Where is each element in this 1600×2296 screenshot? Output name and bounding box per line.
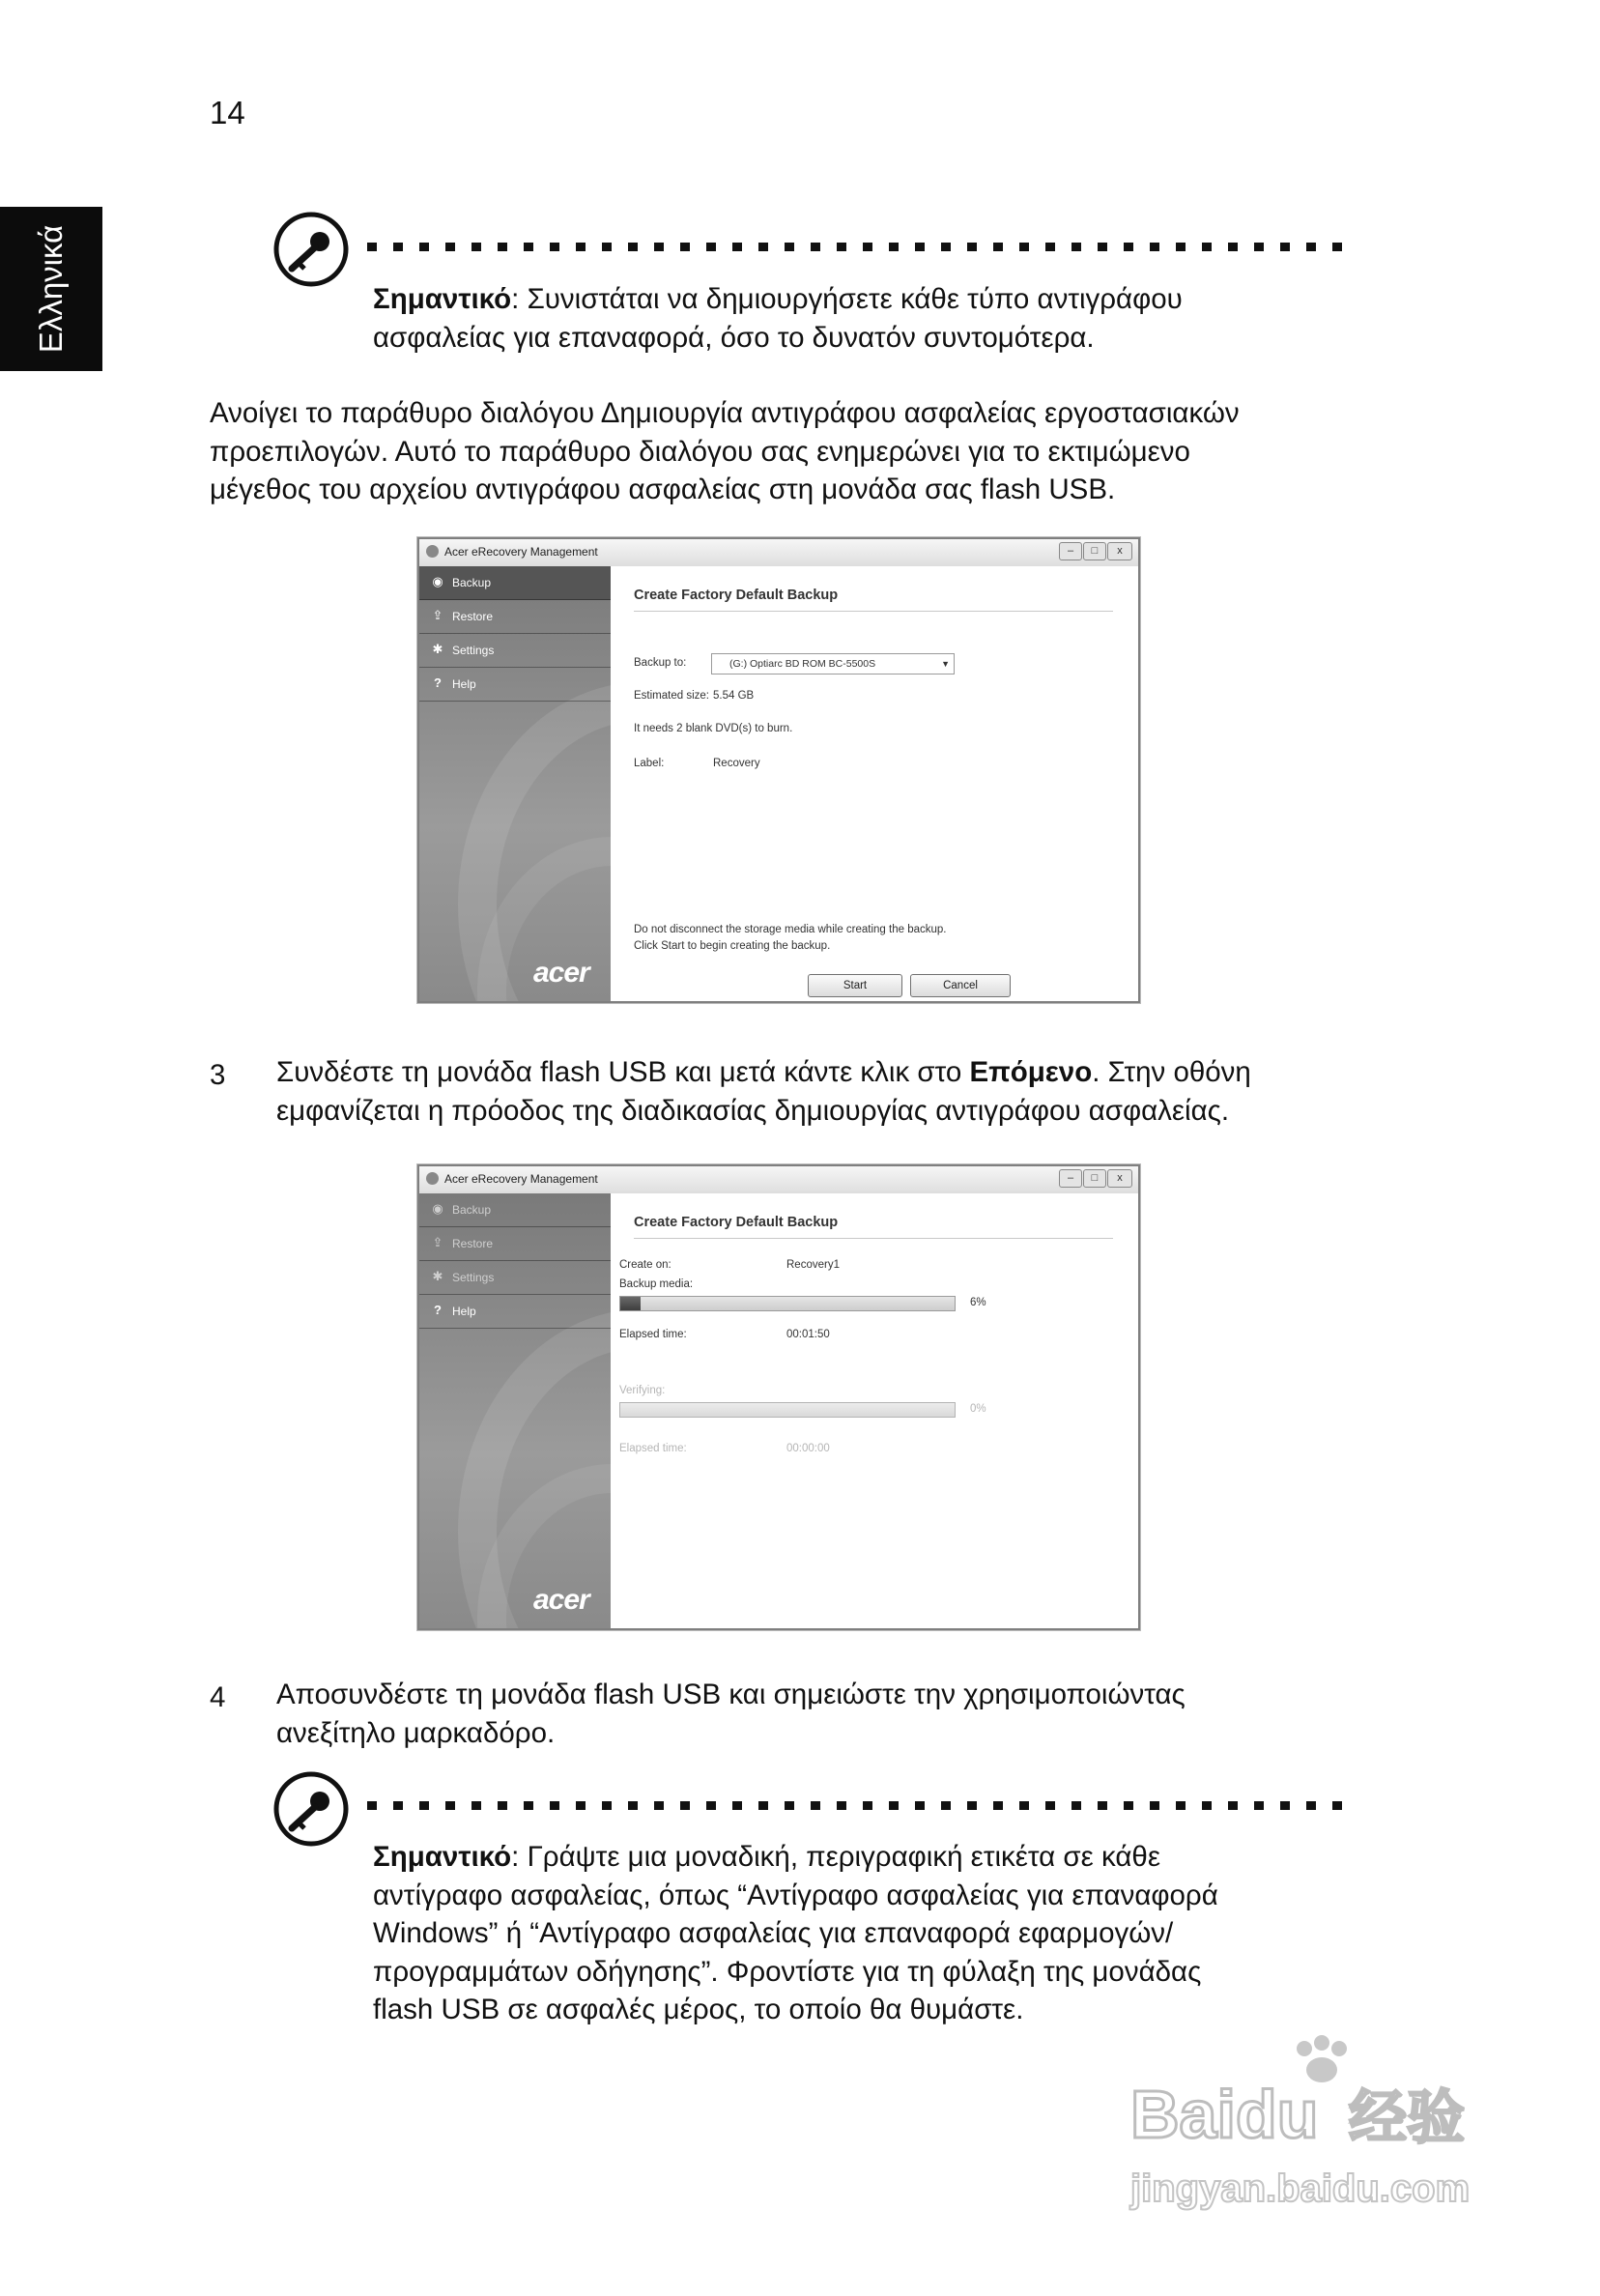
label-field-label: Label:: [634, 758, 665, 769]
restore-icon: ⇪: [432, 608, 443, 622]
minimize-icon[interactable]: –: [1059, 542, 1082, 560]
acer-logo: acer: [533, 1584, 589, 1616]
step-3-number: 3: [210, 1059, 226, 1091]
elapsed-time-value: 00:01:50: [786, 1329, 830, 1340]
key-icon: [272, 1770, 350, 1848]
window-titlebar: [419, 539, 1138, 567]
intro-paragraph: Ανοίγει το παράθυρο διαλόγου Δημιουργία αντιγράφου ασφαλείας εργοστασιακών προεπιλογών. Αυτό το παράθυρο διαλόγου σας ενημερώνει για το εκτιμώμενο μέγεθος του αρχείου αντιγράφου ασφαλείας στη μονάδα σας flash USB.: [210, 397, 1240, 505]
nav-item-restore[interactable]: ⇪ Restore: [419, 600, 611, 634]
warning-text-2: Click Start to begin creating the backup.: [634, 940, 831, 952]
nav-item-help[interactable]: ? Help: [419, 1295, 611, 1329]
help-icon: ?: [434, 675, 442, 690]
disc-icon: ◉: [432, 1201, 443, 1216]
cancel-button[interactable]: Cancel: [910, 974, 1011, 997]
erecovery-window-backup: [417, 537, 1140, 1003]
backup-progress-text: 6%: [970, 1297, 986, 1308]
label-field-value[interactable]: Recovery: [713, 758, 760, 769]
next-button-ref: Επόμενο: [969, 1056, 1093, 1088]
note-2-text: Σημαντικό: Γράψτε μια μοναδική, περιγραφική ετικέτα σε κάθε αντίγραφο ασφαλείας, όπως “Αντίγραφο ασφαλείας για επαναφορά Windows” ή “Αντίγραφο ασφαλείας για επαναφορά εφαρμογών/ προγραμμάτων οδήγησης”. Φροντίστε για τη φύλαξη της μονάδας flash USB σε ασφαλές μέρος, το οποίο θα θυμάστε.: [373, 1841, 1218, 2025]
backup-to-label: Backup to:: [634, 657, 687, 669]
nav-item-help[interactable]: ? Help: [419, 668, 611, 702]
window-title: Acer eRecovery Management: [444, 545, 598, 559]
maximize-icon[interactable]: □: [1083, 542, 1106, 560]
note-divider: [367, 243, 1343, 251]
nav-sidebar: [419, 566, 611, 1001]
window-titlebar: [419, 1166, 1138, 1194]
nav-item-settings: ✱ Settings: [419, 1261, 611, 1295]
watermark-cn: 经验: [1349, 2084, 1465, 2152]
paw-icon: [1297, 2035, 1347, 2082]
verify-progress-text: 0%: [970, 1403, 986, 1415]
nav-item-backup[interactable]: ◉ Backup: [419, 566, 611, 600]
note-2-label: Σημαντικό: [373, 1841, 512, 1873]
estimated-size-value: 5.54 GB: [713, 690, 755, 702]
verify-elapsed-label: Elapsed time:: [619, 1443, 687, 1454]
close-icon[interactable]: x: [1107, 542, 1132, 560]
page-number: 14: [210, 95, 245, 130]
content-panel: [611, 566, 1138, 1001]
nav-item-settings[interactable]: ✱ Settings: [419, 634, 611, 668]
content-panel: [611, 1193, 1138, 1628]
panel-heading: Create Factory Default Backup: [634, 1215, 839, 1230]
note-1-label: Σημαντικό: [373, 283, 512, 315]
gear-icon: ✱: [432, 642, 443, 656]
language-side-tab: [0, 207, 102, 371]
start-button[interactable]: Start: [808, 974, 902, 997]
nav-sidebar: [419, 1193, 611, 1628]
language-label: Ελληνικά: [33, 224, 69, 354]
verify-elapsed-value: 00:00:00: [786, 1443, 830, 1454]
backup-progress-fill: [620, 1297, 641, 1310]
gear-icon: ✱: [432, 1269, 443, 1283]
baidu-watermark: [1121, 2029, 1507, 2223]
verifying-label: Verifying:: [619, 1385, 666, 1396]
app-icon: [426, 1172, 439, 1185]
step-3-text: Συνδέστε τη μονάδα flash USB και μετά κάντε κλικ στο Επόμενο. Στην οθόνη εμφανίζεται η πρόοδος της διαδικασίας δημιουργίας αντιγράφου ασφαλείας.: [276, 1056, 1251, 1127]
disc-icon: ◉: [432, 574, 443, 588]
acer-logo: acer: [533, 957, 589, 989]
backup-media-label: Backup media:: [619, 1278, 694, 1290]
watermark-brand: Baidu: [1130, 2077, 1319, 2152]
minimize-icon[interactable]: –: [1059, 1169, 1082, 1188]
chevron-down-icon: ▼: [941, 659, 950, 669]
maximize-icon[interactable]: □: [1083, 1169, 1106, 1188]
restore-icon: ⇪: [432, 1235, 443, 1249]
step-4-number: 4: [210, 1681, 226, 1713]
close-icon[interactable]: x: [1107, 1169, 1132, 1188]
note-divider: [367, 1801, 1343, 1810]
note-1-text: Σημαντικό: Συνιστάται να δημιουργήσετε κάθε τύπο αντιγράφου ασφαλείας για επαναφορά, όσο το δυνατόν συντομότερα.: [373, 283, 1183, 354]
watermark-url: jingyan.baidu.com: [1130, 2167, 1471, 2210]
nav-item-restore: ⇪ Restore: [419, 1227, 611, 1261]
help-icon: ?: [434, 1303, 442, 1317]
create-on-value: Recovery1: [786, 1259, 840, 1271]
nav-item-backup: ◉ Backup: [419, 1193, 611, 1227]
window-title: Acer eRecovery Management: [444, 1172, 598, 1186]
create-on-label: Create on:: [619, 1259, 671, 1271]
verify-progress-bar: [619, 1402, 956, 1418]
key-icon: [272, 211, 350, 288]
panel-heading: Create Factory Default Backup: [634, 588, 839, 603]
step-4-text: Αποσυνδέστε τη μονάδα flash USB και σημειώστε την χρησιμοποιώντας ανεξίτηλο μαρκαδόρο.: [276, 1679, 1186, 1749]
estimated-size-label: Estimated size:: [634, 690, 709, 702]
app-icon: [426, 545, 439, 558]
dvd-needed-text: It needs 2 blank DVD(s) to burn.: [634, 723, 793, 734]
backup-progress-bar: [619, 1296, 956, 1311]
backup-to-select[interactable]: (G:) Optiarc BD ROM BC-5500S ▼: [711, 653, 955, 674]
erecovery-window-progress: [417, 1164, 1140, 1630]
elapsed-time-label: Elapsed time:: [619, 1329, 687, 1340]
warning-text-1: Do not disconnect the storage media while creating the backup.: [634, 924, 947, 935]
